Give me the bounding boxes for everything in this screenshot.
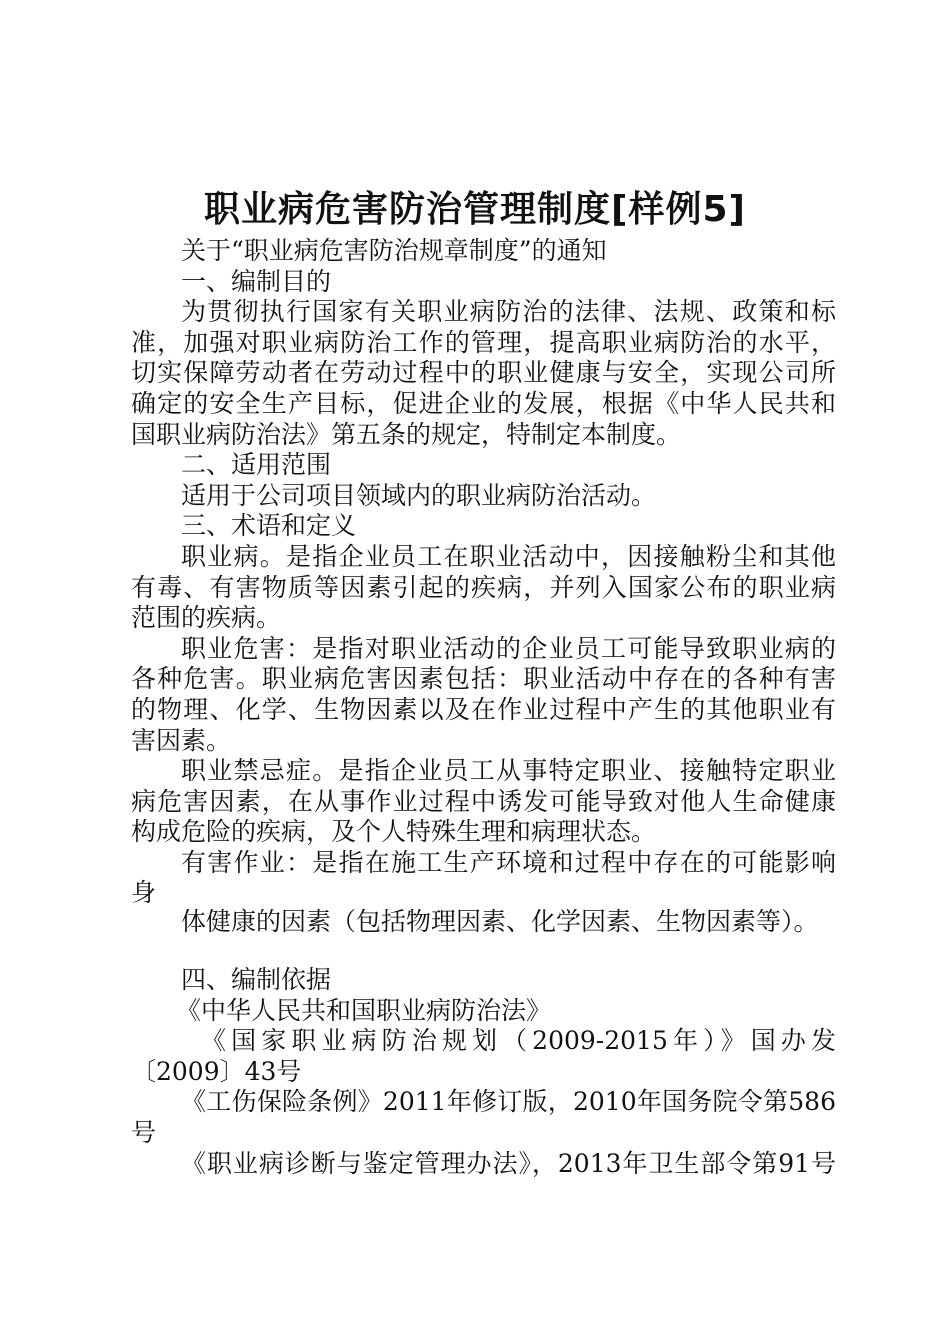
section-heading-purpose: 一、编制目的 <box>181 266 332 296</box>
paragraph-line: 确定的安全生产目标，促进企业的发展，根据《中华人民共和 <box>131 388 836 418</box>
paragraph-line: 职业危害：是指对职业活动的企业员工可能导致职业病的 <box>181 633 836 663</box>
reference-item-continued: 号 <box>131 1117 157 1147</box>
paragraph-line: 职业病。是指企业员工在职业活动中，因接触粉尘和其他 <box>181 541 836 571</box>
reference-item: 《国家职业病防治规划（2009-2015年）》国办发 <box>201 1026 836 1056</box>
references-section <box>131 965 836 1179</box>
paragraph-line: 构成危险的疾病，及个人特殊生理和病理状态。 <box>131 817 657 847</box>
paragraph-line: 害因素。 <box>131 725 232 755</box>
reference-item-continued: 〔2009〕43号 <box>131 1056 302 1086</box>
notice-heading: 关于“职业病危害防治规章制度”的通知 <box>181 236 607 265</box>
paragraph-line: 的物理、化学、生物因素以及在作业过程中产生的其他职业有 <box>131 694 836 724</box>
paragraph-line: 职业禁忌症。是指企业员工从事特定职业、接触特定职业 <box>181 756 836 786</box>
document-body-continued <box>131 907 851 938</box>
reference-item: 《中华人民共和国职业病防治法》 <box>176 995 552 1025</box>
reference-item: 《职业病诊断与鉴定管理办法》，2013年卫生部令第91号 <box>181 1148 836 1178</box>
section-heading-scope: 二、适用范围 <box>181 450 332 480</box>
section-heading-basis: 四、编制依据 <box>181 965 332 994</box>
paragraph-line: 病危害因素，在从事作业过程中诱发可能导致对他人生命健康 <box>131 786 836 816</box>
paragraph-line: 准，加强对职业病防治工作的管理，提高职业病防治的水平， <box>131 327 836 357</box>
document-body <box>131 236 836 909</box>
paragraph-line: 有毒、有害物质等因素引起的疾病，并列入国家公布的职业病 <box>131 572 836 602</box>
paragraph-line: 范围的疾病。 <box>131 603 282 633</box>
document-title: 职业病危害防治管理制度[样例5] <box>204 189 746 230</box>
paragraph-line: 为贯彻执行国家有关职业病防治的法律、法规、政策和标 <box>181 297 836 327</box>
reference-item: 《工伤保险条例》2011年修订版，2010年国务院令第586 <box>181 1087 836 1117</box>
paragraph-line: 有害作业：是指在施工生产环境和过程中存在的可能影响 <box>181 847 836 877</box>
paragraph-line: 切实保障劳动者在劳动过程中的职业健康与安全，实现公司所 <box>131 358 836 388</box>
paragraph-line: 各种危害。职业病危害因素包括：职业活动中存在的各种有害 <box>131 664 836 694</box>
paragraph-line: 体健康的因素（包括物理因素、化学因素、生物因素等）。 <box>181 907 819 936</box>
paragraph-line: 适用于公司项目领域内的职业病防治活动。 <box>181 480 657 510</box>
paragraph-line: 身 <box>131 878 157 908</box>
paragraph-line: 国职业病防治法》第五条的规定，特制定本制度。 <box>131 419 682 449</box>
section-heading-terms: 三、术语和定义 <box>181 511 357 541</box>
